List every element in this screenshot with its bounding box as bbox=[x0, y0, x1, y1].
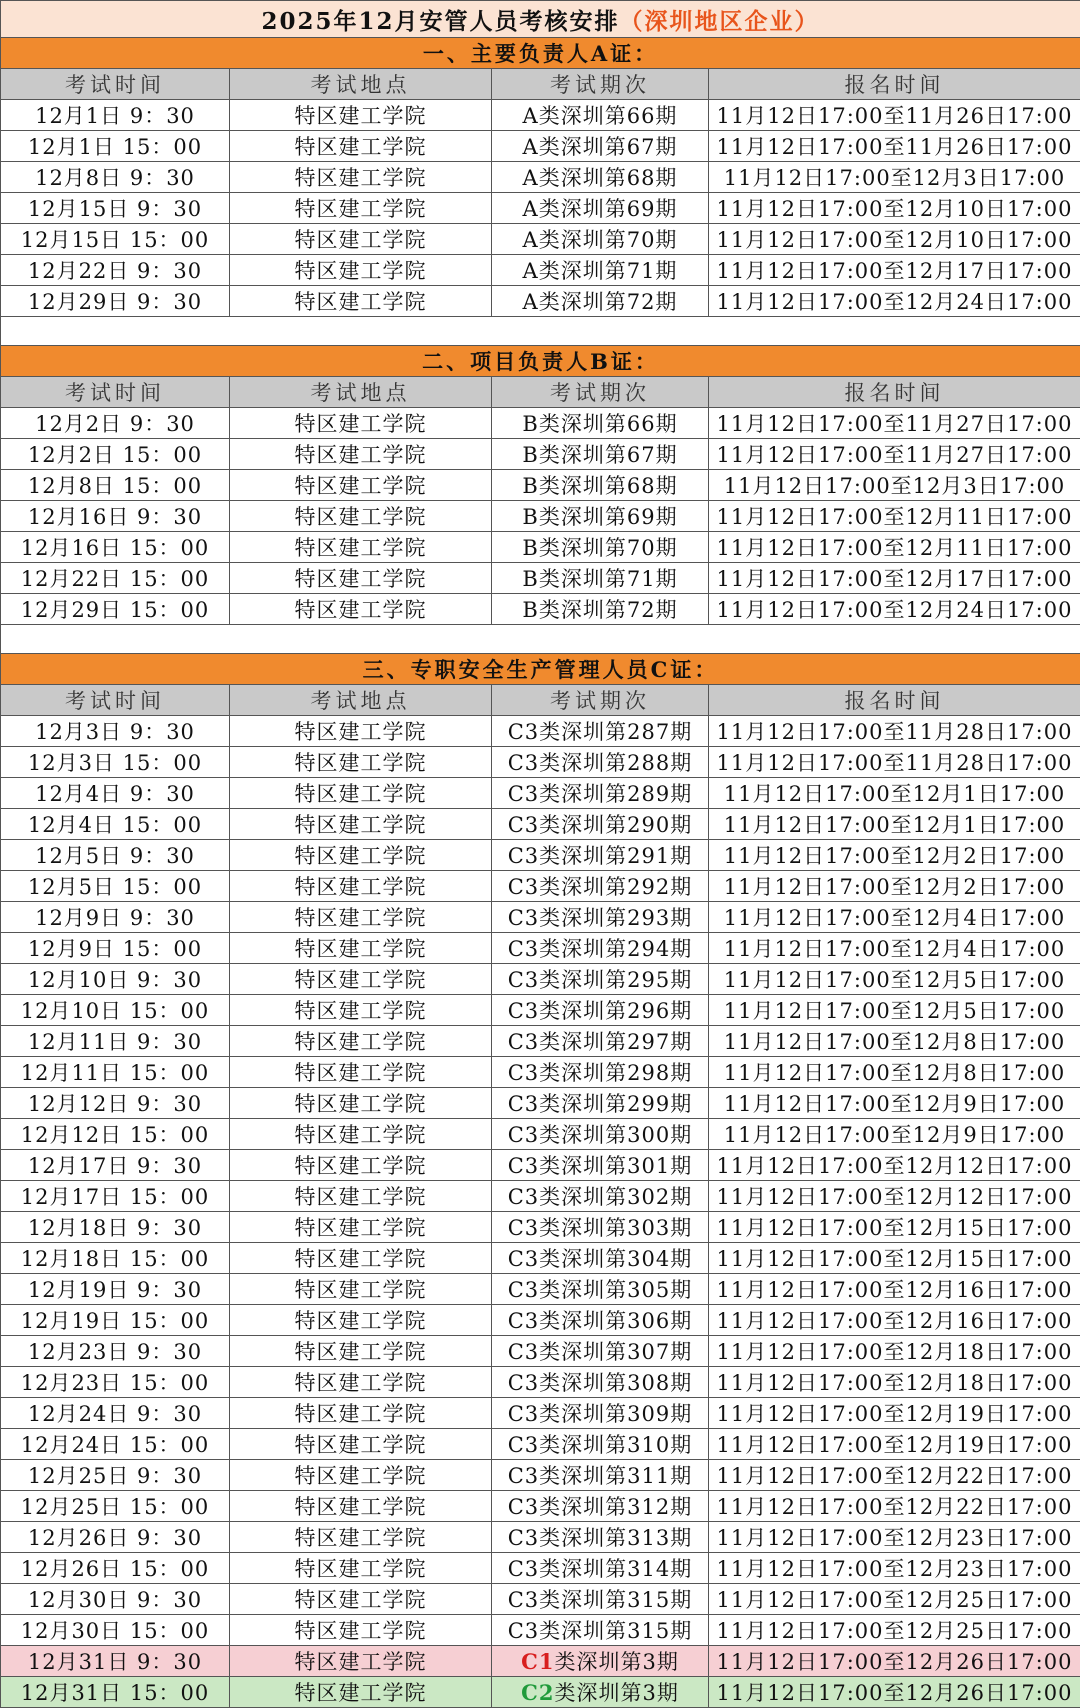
exam-place-cell: 特区建工学院 bbox=[230, 131, 492, 162]
table-row bbox=[1, 1615, 1080, 1646]
exam-time-cell: 12月30日 9：30 bbox=[1, 1584, 230, 1615]
table-row bbox=[1, 840, 1080, 871]
table-row bbox=[1, 224, 1080, 255]
exam-session-cell: C3类深圳第287期 bbox=[492, 716, 709, 747]
registration-time-cell: 11月12日17:00至12月12日17:00 bbox=[709, 1181, 1080, 1212]
table-row bbox=[1, 1181, 1080, 1212]
exam-time-cell: 12月15日 15：00 bbox=[1, 224, 230, 255]
exam-place-cell: 特区建工学院 bbox=[230, 747, 492, 778]
exam-place-cell: 特区建工学院 bbox=[230, 532, 492, 563]
table-row bbox=[1, 1460, 1080, 1491]
exam-time-cell: 12月15日 9：30 bbox=[1, 193, 230, 224]
registration-time-cell: 11月12日17:00至11月27日17:00 bbox=[709, 408, 1080, 439]
title-sub: （深圳地区企业） bbox=[620, 8, 820, 35]
section-title-row bbox=[1, 654, 1080, 685]
page-title bbox=[1, 1, 1080, 38]
exam-session-cell: B类深圳第72期 bbox=[492, 594, 709, 625]
column-header-registration-time: 报名时间 bbox=[709, 377, 1080, 408]
table-row bbox=[1, 501, 1080, 532]
registration-time-cell: 11月12日17:00至12月8日17:00 bbox=[709, 1057, 1080, 1088]
gap-cell bbox=[1, 625, 1080, 654]
exam-session-cell: C3类深圳第296期 bbox=[492, 995, 709, 1026]
registration-time-cell: 11月12日17:00至12月4日17:00 bbox=[709, 902, 1080, 933]
exam-session-cell: C3类深圳第310期 bbox=[492, 1429, 709, 1460]
exam-session-cell: C3类深圳第315期 bbox=[492, 1584, 709, 1615]
exam-session-cell: C3类深圳第300期 bbox=[492, 1119, 709, 1150]
registration-time-cell: 11月12日17:00至12月15日17:00 bbox=[709, 1243, 1080, 1274]
exam-session-cell: A类深圳第66期 bbox=[492, 100, 709, 131]
registration-time-cell: 11月12日17:00至12月2日17:00 bbox=[709, 871, 1080, 902]
exam-time-cell: 12月22日 9：30 bbox=[1, 255, 230, 286]
gap-cell bbox=[1, 317, 1080, 346]
table-row bbox=[1, 162, 1080, 193]
exam-session-cell: C3类深圳第301期 bbox=[492, 1150, 709, 1181]
exam-place-cell: 特区建工学院 bbox=[230, 1274, 492, 1305]
registration-time-cell: 11月12日17:00至12月1日17:00 bbox=[709, 809, 1080, 840]
exam-time-cell: 12月4日 9：30 bbox=[1, 778, 230, 809]
exam-time-cell: 12月12日 9：30 bbox=[1, 1088, 230, 1119]
exam-time-cell: 12月31日 9：30 bbox=[1, 1646, 230, 1677]
exam-time-cell: 12月17日 9：30 bbox=[1, 1150, 230, 1181]
registration-time-cell: 11月12日17:00至12月17日17:00 bbox=[709, 255, 1080, 286]
exam-time-cell: 12月25日 9：30 bbox=[1, 1460, 230, 1491]
registration-time-cell: 11月12日17:00至12月19日17:00 bbox=[709, 1429, 1080, 1460]
registration-time-cell: 11月12日17:00至12月10日17:00 bbox=[709, 224, 1080, 255]
exam-place-cell: 特区建工学院 bbox=[230, 716, 492, 747]
column-header-exam-session: 考试期次 bbox=[492, 377, 709, 408]
exam-session-cell: C3类深圳第290期 bbox=[492, 809, 709, 840]
column-header-exam-place: 考试地点 bbox=[230, 69, 492, 100]
table-row bbox=[1, 1429, 1080, 1460]
exam-session-cell: C3类深圳第294期 bbox=[492, 933, 709, 964]
exam-time-cell: 12月25日 15：00 bbox=[1, 1491, 230, 1522]
table-row bbox=[1, 193, 1080, 224]
table-row bbox=[1, 1088, 1080, 1119]
table-row bbox=[1, 1212, 1080, 1243]
exam-time-cell: 12月19日 9：30 bbox=[1, 1274, 230, 1305]
exam-place-cell: 特区建工学院 bbox=[230, 255, 492, 286]
exam-place-cell: 特区建工学院 bbox=[230, 1553, 492, 1584]
exam-session-cell: C3类深圳第299期 bbox=[492, 1088, 709, 1119]
table-row bbox=[1, 1522, 1080, 1553]
table-row bbox=[1, 100, 1080, 131]
exam-place-cell: 特区建工学院 bbox=[230, 1336, 492, 1367]
table-row bbox=[1, 1584, 1080, 1615]
title-main: 2025年12月安管人员考核安排 bbox=[262, 8, 620, 35]
session-label: 类深圳第3期 bbox=[554, 1650, 678, 1674]
table-row-highlight bbox=[1, 1646, 1080, 1677]
table-row-highlight bbox=[1, 1677, 1080, 1708]
exam-session-cell bbox=[492, 1677, 709, 1708]
exam-place-cell: 特区建工学院 bbox=[230, 1646, 492, 1677]
session-label: 类深圳第3期 bbox=[554, 1681, 678, 1705]
exam-time-cell: 12月3日 9：30 bbox=[1, 716, 230, 747]
exam-time-cell: 12月22日 15：00 bbox=[1, 563, 230, 594]
exam-place-cell: 特区建工学院 bbox=[230, 1677, 492, 1708]
exam-time-cell: 12月2日 15：00 bbox=[1, 439, 230, 470]
exam-session-cell: C3类深圳第306期 bbox=[492, 1305, 709, 1336]
registration-time-cell: 11月12日17:00至12月9日17:00 bbox=[709, 1088, 1080, 1119]
exam-place-cell: 特区建工学院 bbox=[230, 1150, 492, 1181]
exam-place-cell: 特区建工学院 bbox=[230, 1429, 492, 1460]
registration-time-cell: 11月12日17:00至12月18日17:00 bbox=[709, 1336, 1080, 1367]
exam-session-cell: C3类深圳第297期 bbox=[492, 1026, 709, 1057]
exam-time-cell: 12月2日 9：30 bbox=[1, 408, 230, 439]
exam-place-cell: 特区建工学院 bbox=[230, 1615, 492, 1646]
table-row bbox=[1, 1274, 1080, 1305]
session-code: C1 bbox=[521, 1649, 554, 1674]
exam-time-cell: 12月23日 9：30 bbox=[1, 1336, 230, 1367]
exam-time-cell: 12月18日 9：30 bbox=[1, 1212, 230, 1243]
exam-place-cell: 特区建工学院 bbox=[230, 809, 492, 840]
table-row bbox=[1, 439, 1080, 470]
registration-time-cell: 11月12日17:00至12月15日17:00 bbox=[709, 1212, 1080, 1243]
exam-session-cell: C3类深圳第303期 bbox=[492, 1212, 709, 1243]
exam-place-cell: 特区建工学院 bbox=[230, 1243, 492, 1274]
table-row bbox=[1, 1119, 1080, 1150]
registration-time-cell: 11月12日17:00至12月5日17:00 bbox=[709, 964, 1080, 995]
exam-time-cell: 12月3日 15：00 bbox=[1, 747, 230, 778]
registration-time-cell: 11月12日17:00至11月28日17:00 bbox=[709, 716, 1080, 747]
exam-session-cell: C3类深圳第313期 bbox=[492, 1522, 709, 1553]
exam-session-cell: B类深圳第69期 bbox=[492, 501, 709, 532]
registration-time-cell: 11月12日17:00至12月24日17:00 bbox=[709, 286, 1080, 317]
registration-time-cell: 11月12日17:00至11月26日17:00 bbox=[709, 131, 1080, 162]
exam-session-cell bbox=[492, 1646, 709, 1677]
registration-time-cell: 11月12日17:00至12月23日17:00 bbox=[709, 1553, 1080, 1584]
exam-session-cell: C3类深圳第315期 bbox=[492, 1615, 709, 1646]
registration-time-cell: 11月12日17:00至12月8日17:00 bbox=[709, 1026, 1080, 1057]
exam-place-cell: 特区建工学院 bbox=[230, 1181, 492, 1212]
exam-place-cell: 特区建工学院 bbox=[230, 1212, 492, 1243]
exam-session-cell: B类深圳第67期 bbox=[492, 439, 709, 470]
exam-time-cell: 12月1日 15：00 bbox=[1, 131, 230, 162]
table-row bbox=[1, 255, 1080, 286]
table-row bbox=[1, 871, 1080, 902]
exam-session-cell: B类深圳第66期 bbox=[492, 408, 709, 439]
registration-time-cell: 11月12日17:00至12月11日17:00 bbox=[709, 501, 1080, 532]
registration-time-cell: 11月12日17:00至12月25日17:00 bbox=[709, 1615, 1080, 1646]
section-title: 二、项目负责人B证： bbox=[1, 346, 1080, 377]
registration-time-cell: 11月12日17:00至12月9日17:00 bbox=[709, 1119, 1080, 1150]
exam-time-cell: 12月23日 15：00 bbox=[1, 1367, 230, 1398]
exam-time-cell: 12月10日 9：30 bbox=[1, 964, 230, 995]
exam-place-cell: 特区建工学院 bbox=[230, 871, 492, 902]
section-title-row bbox=[1, 38, 1080, 69]
exam-place-cell: 特区建工学院 bbox=[230, 1026, 492, 1057]
table-row bbox=[1, 747, 1080, 778]
registration-time-cell: 11月12日17:00至12月24日17:00 bbox=[709, 594, 1080, 625]
table-row bbox=[1, 1057, 1080, 1088]
table-row bbox=[1, 995, 1080, 1026]
column-header-exam-place: 考试地点 bbox=[230, 377, 492, 408]
table-row bbox=[1, 1398, 1080, 1429]
exam-time-cell: 12月4日 15：00 bbox=[1, 809, 230, 840]
exam-place-cell: 特区建工学院 bbox=[230, 1367, 492, 1398]
exam-session-cell: C3类深圳第309期 bbox=[492, 1398, 709, 1429]
header-row bbox=[1, 69, 1080, 100]
exam-time-cell: 12月31日 15：00 bbox=[1, 1677, 230, 1708]
exam-place-cell: 特区建工学院 bbox=[230, 1491, 492, 1522]
table-row bbox=[1, 1553, 1080, 1584]
table-row bbox=[1, 902, 1080, 933]
exam-time-cell: 12月17日 15：00 bbox=[1, 1181, 230, 1212]
exam-place-cell: 特区建工学院 bbox=[230, 1057, 492, 1088]
exam-place-cell: 特区建工学院 bbox=[230, 964, 492, 995]
exam-time-cell: 12月18日 15：00 bbox=[1, 1243, 230, 1274]
exam-session-cell: A类深圳第67期 bbox=[492, 131, 709, 162]
registration-time-cell: 11月12日17:00至12月17日17:00 bbox=[709, 563, 1080, 594]
table-row bbox=[1, 594, 1080, 625]
exam-place-cell: 特区建工学院 bbox=[230, 408, 492, 439]
exam-place-cell: 特区建工学院 bbox=[230, 1119, 492, 1150]
table-row bbox=[1, 809, 1080, 840]
registration-time-cell: 11月12日17:00至12月5日17:00 bbox=[709, 995, 1080, 1026]
exam-place-cell: 特区建工学院 bbox=[230, 1460, 492, 1491]
exam-place-cell: 特区建工学院 bbox=[230, 162, 492, 193]
exam-place-cell: 特区建工学院 bbox=[230, 563, 492, 594]
exam-session-cell: C3类深圳第311期 bbox=[492, 1460, 709, 1491]
exam-time-cell: 12月30日 15：00 bbox=[1, 1615, 230, 1646]
exam-place-cell: 特区建工学院 bbox=[230, 286, 492, 317]
registration-time-cell: 11月12日17:00至12月1日17:00 bbox=[709, 778, 1080, 809]
exam-time-cell: 12月29日 9：30 bbox=[1, 286, 230, 317]
table-row bbox=[1, 1491, 1080, 1522]
exam-session-cell: C3类深圳第289期 bbox=[492, 778, 709, 809]
table-row bbox=[1, 563, 1080, 594]
exam-session-cell: B类深圳第70期 bbox=[492, 532, 709, 563]
exam-session-cell: A类深圳第71期 bbox=[492, 255, 709, 286]
exam-session-cell: A类深圳第70期 bbox=[492, 224, 709, 255]
table-row bbox=[1, 532, 1080, 563]
exam-session-cell: C3类深圳第293期 bbox=[492, 902, 709, 933]
exam-session-cell: C3类深圳第291期 bbox=[492, 840, 709, 871]
header-row bbox=[1, 685, 1080, 716]
registration-time-cell: 11月12日17:00至12月22日17:00 bbox=[709, 1491, 1080, 1522]
header-row bbox=[1, 377, 1080, 408]
table-row bbox=[1, 408, 1080, 439]
exam-session-cell: C3类深圳第302期 bbox=[492, 1181, 709, 1212]
exam-session-cell: C3类深圳第304期 bbox=[492, 1243, 709, 1274]
column-header-exam-time: 考试时间 bbox=[1, 69, 230, 100]
registration-time-cell: 11月12日17:00至12月18日17:00 bbox=[709, 1367, 1080, 1398]
registration-time-cell: 11月12日17:00至12月2日17:00 bbox=[709, 840, 1080, 871]
exam-place-cell: 特区建工学院 bbox=[230, 840, 492, 871]
table-row bbox=[1, 470, 1080, 501]
registration-time-cell: 11月12日17:00至12月10日17:00 bbox=[709, 193, 1080, 224]
exam-time-cell: 12月16日 9：30 bbox=[1, 501, 230, 532]
registration-time-cell: 11月12日17:00至12月3日17:00 bbox=[709, 162, 1080, 193]
exam-time-cell: 12月11日 9：30 bbox=[1, 1026, 230, 1057]
registration-time-cell: 11月12日17:00至12月3日17:00 bbox=[709, 470, 1080, 501]
exam-time-cell: 12月10日 15：00 bbox=[1, 995, 230, 1026]
exam-session-cell: C3类深圳第312期 bbox=[492, 1491, 709, 1522]
registration-time-cell: 11月12日17:00至12月16日17:00 bbox=[709, 1274, 1080, 1305]
registration-time-cell: 11月12日17:00至12月23日17:00 bbox=[709, 1522, 1080, 1553]
table-row bbox=[1, 1150, 1080, 1181]
exam-place-cell: 特区建工学院 bbox=[230, 100, 492, 131]
exam-session-cell: A类深圳第69期 bbox=[492, 193, 709, 224]
registration-time-cell: 11月12日17:00至12月12日17:00 bbox=[709, 1150, 1080, 1181]
column-header-registration-time: 报名时间 bbox=[709, 685, 1080, 716]
exam-place-cell: 特区建工学院 bbox=[230, 594, 492, 625]
exam-place-cell: 特区建工学院 bbox=[230, 1305, 492, 1336]
exam-place-cell: 特区建工学院 bbox=[230, 933, 492, 964]
column-header-registration-time: 报名时间 bbox=[709, 69, 1080, 100]
table-row bbox=[1, 1305, 1080, 1336]
registration-time-cell: 11月12日17:00至12月22日17:00 bbox=[709, 1460, 1080, 1491]
registration-time-cell: 11月12日17:00至12月26日17:00 bbox=[709, 1677, 1080, 1708]
exam-session-cell: C3类深圳第298期 bbox=[492, 1057, 709, 1088]
registration-time-cell: 11月12日17:00至11月28日17:00 bbox=[709, 747, 1080, 778]
exam-place-cell: 特区建工学院 bbox=[230, 501, 492, 532]
exam-time-cell: 12月26日 15：00 bbox=[1, 1553, 230, 1584]
exam-session-cell: B类深圳第71期 bbox=[492, 563, 709, 594]
exam-session-cell: C3类深圳第305期 bbox=[492, 1274, 709, 1305]
registration-time-cell: 11月12日17:00至12月26日17:00 bbox=[709, 1646, 1080, 1677]
exam-time-cell: 12月24日 15：00 bbox=[1, 1429, 230, 1460]
column-header-exam-session: 考试期次 bbox=[492, 69, 709, 100]
exam-time-cell: 12月8日 15：00 bbox=[1, 470, 230, 501]
exam-session-cell: C3类深圳第292期 bbox=[492, 871, 709, 902]
exam-session-cell: A类深圳第72期 bbox=[492, 286, 709, 317]
exam-time-cell: 12月12日 15：00 bbox=[1, 1119, 230, 1150]
registration-time-cell: 11月12日17:00至12月25日17:00 bbox=[709, 1584, 1080, 1615]
registration-time-cell: 11月12日17:00至12月19日17:00 bbox=[709, 1398, 1080, 1429]
exam-time-cell: 12月19日 15：00 bbox=[1, 1305, 230, 1336]
exam-place-cell: 特区建工学院 bbox=[230, 1088, 492, 1119]
exam-place-cell: 特区建工学院 bbox=[230, 1522, 492, 1553]
table-row bbox=[1, 1026, 1080, 1057]
exam-place-cell: 特区建工学院 bbox=[230, 902, 492, 933]
exam-time-cell: 12月9日 15：00 bbox=[1, 933, 230, 964]
exam-session-cell: B类深圳第68期 bbox=[492, 470, 709, 501]
exam-session-cell: C3类深圳第288期 bbox=[492, 747, 709, 778]
table-row bbox=[1, 1367, 1080, 1398]
table-row bbox=[1, 286, 1080, 317]
exam-time-cell: 12月5日 15：00 bbox=[1, 871, 230, 902]
section-title-row bbox=[1, 346, 1080, 377]
table-row bbox=[1, 778, 1080, 809]
exam-place-cell: 特区建工学院 bbox=[230, 995, 492, 1026]
session-code: C2 bbox=[521, 1680, 554, 1705]
registration-time-cell: 11月12日17:00至12月4日17:00 bbox=[709, 933, 1080, 964]
column-header-exam-time: 考试时间 bbox=[1, 377, 230, 408]
table-row bbox=[1, 131, 1080, 162]
exam-time-cell: 12月5日 9：30 bbox=[1, 840, 230, 871]
section-gap bbox=[1, 625, 1080, 654]
exam-time-cell: 12月26日 9：30 bbox=[1, 1522, 230, 1553]
exam-time-cell: 12月11日 15：00 bbox=[1, 1057, 230, 1088]
table-row bbox=[1, 1336, 1080, 1367]
column-header-exam-session: 考试期次 bbox=[492, 685, 709, 716]
table-row bbox=[1, 716, 1080, 747]
registration-time-cell: 11月12日17:00至12月16日17:00 bbox=[709, 1305, 1080, 1336]
exam-time-cell: 12月16日 15：00 bbox=[1, 532, 230, 563]
column-header-exam-time: 考试时间 bbox=[1, 685, 230, 716]
exam-time-cell: 12月24日 9：30 bbox=[1, 1398, 230, 1429]
title-row bbox=[1, 1, 1080, 38]
exam-time-cell: 12月9日 9：30 bbox=[1, 902, 230, 933]
exam-session-cell: C3类深圳第308期 bbox=[492, 1367, 709, 1398]
exam-time-cell: 12月1日 9：30 bbox=[1, 100, 230, 131]
exam-place-cell: 特区建工学院 bbox=[230, 439, 492, 470]
exam-session-cell: C3类深圳第295期 bbox=[492, 964, 709, 995]
table-row bbox=[1, 933, 1080, 964]
section-gap bbox=[1, 317, 1080, 346]
exam-place-cell: 特区建工学院 bbox=[230, 224, 492, 255]
exam-session-cell: A类深圳第68期 bbox=[492, 162, 709, 193]
exam-session-cell: C3类深圳第307期 bbox=[492, 1336, 709, 1367]
registration-time-cell: 11月12日17:00至11月27日17:00 bbox=[709, 439, 1080, 470]
exam-place-cell: 特区建工学院 bbox=[230, 193, 492, 224]
exam-place-cell: 特区建工学院 bbox=[230, 1584, 492, 1615]
section-title: 三、专职安全生产管理人员C证： bbox=[1, 654, 1080, 685]
exam-time-cell: 12月8日 9：30 bbox=[1, 162, 230, 193]
table-row bbox=[1, 964, 1080, 995]
exam-session-cell: C3类深圳第314期 bbox=[492, 1553, 709, 1584]
exam-place-cell: 特区建工学院 bbox=[230, 470, 492, 501]
exam-place-cell: 特区建工学院 bbox=[230, 1398, 492, 1429]
registration-time-cell: 11月12日17:00至11月26日17:00 bbox=[709, 100, 1080, 131]
column-header-exam-place: 考试地点 bbox=[230, 685, 492, 716]
section-title: 一、主要负责人A证： bbox=[1, 38, 1080, 69]
exam-place-cell: 特区建工学院 bbox=[230, 778, 492, 809]
exam-time-cell: 12月29日 15：00 bbox=[1, 594, 230, 625]
registration-time-cell: 11月12日17:00至12月11日17:00 bbox=[709, 532, 1080, 563]
table-row bbox=[1, 1243, 1080, 1274]
